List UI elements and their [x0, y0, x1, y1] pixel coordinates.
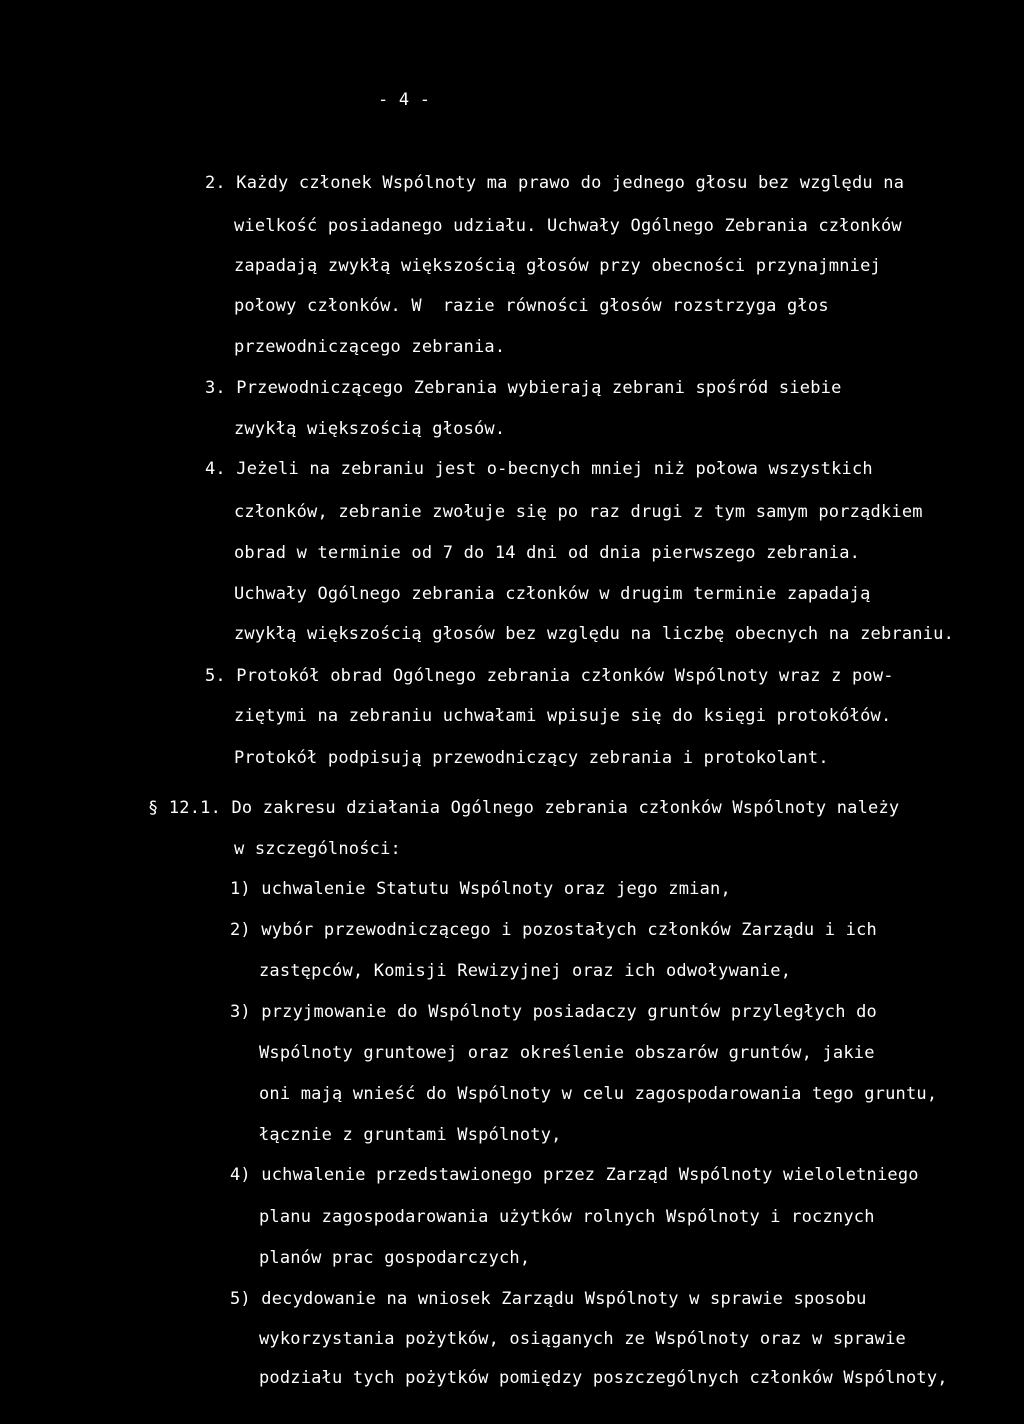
text-line: oni mają wnieść do Wspólnoty w celu zagospodarowania tego gruntu,	[259, 1084, 938, 1104]
text-line: Uchwały Ogólnego zebrania członków w drugim terminie zapadają	[234, 584, 871, 604]
text-line: Protokół podpisują przewodniczący zebrania i protokolant.	[234, 748, 829, 768]
text-line: 2. Każdy członek Wspólnoty ma prawo do jednego głosu bez względu na	[205, 173, 905, 193]
text-line: wykorzystania pożytków, osiąganych ze Wspólnoty oraz w sprawie	[259, 1329, 906, 1349]
section-line: § 12.1. Do zakresu działania Ogólnego zebrania członków Wspólnoty należy	[148, 798, 900, 818]
list-item: 2) wybór przewodniczącego i pozostałych członków Zarządu i ich	[230, 920, 877, 940]
list-item: 5) decydowanie na wniosek Zarządu Wspólnoty w sprawie sposobu	[230, 1289, 867, 1309]
text-line: obrad w terminie od 7 do 14 dni od dnia pierwszego zebrania.	[234, 543, 861, 563]
text-line: zastępców, Komisji Rewizyjnej oraz ich odwoływanie,	[259, 961, 792, 981]
page-number: - 4 -	[378, 90, 431, 110]
text-line: planów prac gospodarczych,	[259, 1248, 531, 1268]
text-line: 3. Przewodniczącego Zebrania wybierają zebrani spośród siebie	[205, 378, 842, 398]
text-line: członków, zebranie zwołuje się po raz drugi z tym samym porządkiem	[234, 502, 923, 522]
text-line: Wspólnoty gruntowej oraz określenie obszarów gruntów, jakie	[259, 1043, 875, 1063]
text-line: 4. Jeżeli na zebraniu jest o-becnych mniej niż połowa wszystkich	[205, 459, 873, 479]
text-line: 5. Protokół obrad Ogólnego zebrania członków Wspólnoty wraz z pow-	[205, 666, 894, 686]
text-line: ziętymi na zebraniu uchwałami wpisuje się do księgi protokółów.	[234, 706, 892, 726]
text-line: planu zagospodarowania użytków rolnych Wspólnoty i rocznych	[259, 1207, 875, 1227]
text-line: wielkość posiadanego udziału. Uchwały Ogólnego Zebrania członków	[234, 216, 902, 236]
list-item: 3) przyjmowanie do Wspólnoty posiadaczy gruntów przyległych do	[230, 1002, 877, 1022]
text-line: w szczególności:	[234, 839, 401, 859]
text-line: zwykłą większością głosów bez względu na liczbę obecnych na zebraniu.	[234, 624, 955, 644]
text-line: przewodniczącego zebrania.	[234, 337, 506, 357]
text-line: zwykłą większością głosów.	[234, 419, 506, 439]
text-line: zapadają zwykłą większością głosów przy obecności przynajmniej	[234, 256, 881, 276]
text-line: łącznie z gruntami Wspólnoty,	[259, 1125, 562, 1145]
list-item: 1) uchwalenie Statutu Wspólnoty oraz jego zmian,	[230, 879, 731, 899]
list-item: 4) uchwalenie przedstawionego przez Zarząd Wspólnoty wieloletniego	[230, 1165, 919, 1185]
text-line: połowy członków. W razie równości głosów rozstrzyga głos	[234, 296, 829, 316]
text-line: podziału tych pożytków pomiędzy poszczególnych członków Wspólnoty,	[259, 1368, 948, 1388]
